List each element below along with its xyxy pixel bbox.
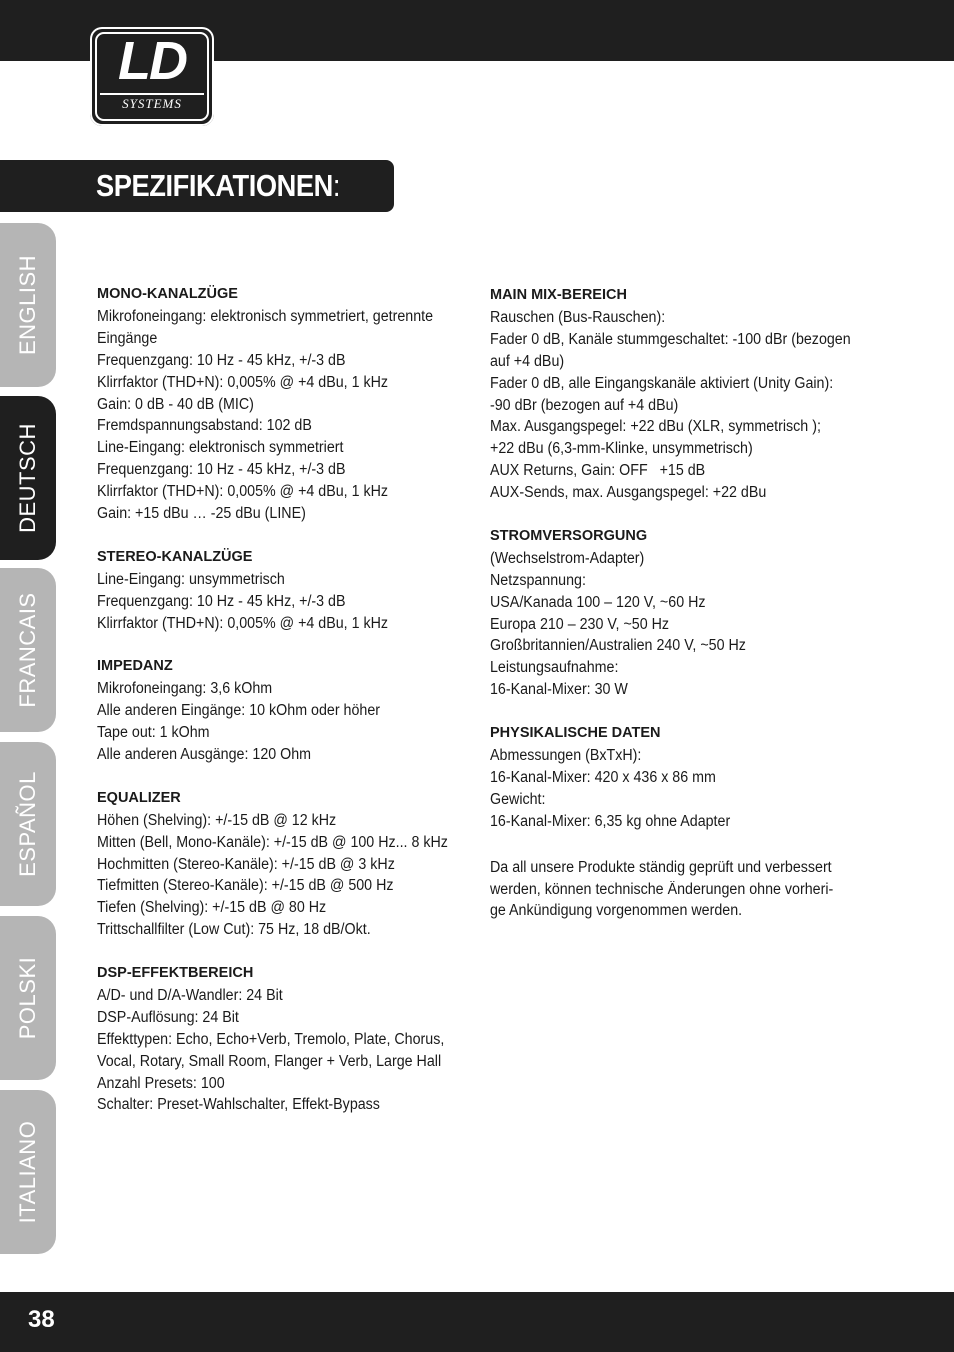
spec-line: AUX Returns, Gain: OFF +15 dB: [490, 462, 706, 480]
section-impedanz: [97, 656, 477, 766]
spec-column-right: [490, 285, 865, 922]
section-heading: IMPEDANZ: [97, 658, 173, 675]
spec-line: 16-Kanal-Mixer: 30 W: [490, 681, 628, 699]
spec-line: Alle anderen Eingänge: 10 kOhm oder höher: [97, 702, 381, 720]
page-title-text: SPEZIFIKATIONEN: [96, 168, 333, 203]
section-stromversorgung: [490, 526, 865, 701]
tab-label: DEUTSCH: [15, 423, 40, 533]
spec-line: Abmessungen (BxTxH):: [490, 747, 642, 764]
tab-deutsch[interactable]: [0, 396, 56, 560]
section-mono: [97, 284, 477, 525]
page-number: 38: [28, 1306, 55, 1333]
spec-line: Hochmitten (Stereo-Kanäle): +/-15 dB @ 3 kHz: [97, 855, 395, 873]
spec-line: Fremdspannungsabstand: 102 dB: [97, 417, 312, 435]
tab-english[interactable]: [0, 223, 56, 387]
spec-line: Gain: 0 dB - 40 dB (MIC): [97, 395, 254, 413]
section-stereo: [97, 547, 477, 635]
section-dsp: [97, 963, 477, 1116]
spec-line: A/D- und D/A-Wandler: 24 Bit: [97, 986, 283, 1004]
spec-line: Leistungsaufnahme:: [490, 659, 619, 677]
spec-line: Klirrfaktor (THD+N): 0,005% @ +4 dBu, 1 kHz: [97, 373, 389, 391]
section-physikalische-daten: [490, 723, 865, 833]
spec-line: Frequenzgang: 10 Hz - 45 kHz, +/-3 dB: [97, 351, 346, 369]
spec-line: Europa 210 – 230 V, ~50 Hz: [490, 615, 670, 633]
tab-espanol[interactable]: [0, 742, 56, 906]
tab-label: ENGLISH: [15, 254, 40, 356]
logo-subtext: SYSTEMS: [100, 93, 204, 112]
spec-line: Vocal, Rotary, Small Room, Flanger + Verb, Large Hall: [97, 1052, 442, 1070]
spec-line: Line-Eingang: elektronisch symmetriert: [97, 439, 344, 457]
spec-line: Höhen (Shelving): +/-15 dB @ 12 kHz: [97, 811, 337, 829]
tab-francais[interactable]: [0, 568, 56, 732]
spec-line: 16-Kanal-Mixer: 6,35 kg ohne Adapter: [490, 812, 731, 830]
spec-line: Alle anderen Ausgänge: 120 Ohm: [97, 746, 312, 763]
ld-systems-logo: [90, 27, 214, 126]
tab-label: FRANCAIS: [15, 592, 40, 708]
tab-polski[interactable]: [0, 916, 56, 1080]
spec-line: Mikrofoneingang: 3,6 kOhm: [97, 680, 273, 698]
spec-line: Klirrfaktor (THD+N): 0,005% @ +4 dBu, 1 kHz: [97, 614, 389, 632]
spec-line: DSP-Auflösung: 24 Bit: [97, 1008, 239, 1026]
spec-line: Mitten (Bell, Mono-Kanäle): +/-15 dB @ 100 Hz... 8 kHz: [97, 833, 448, 851]
spec-line: Klirrfaktor (THD+N): 0,005% @ +4 dBu, 1 kHz: [97, 483, 389, 501]
spec-line: Frequenzgang: 10 Hz - 45 kHz, +/-3 dB: [97, 592, 346, 610]
spec-line: Eingänge: [97, 329, 158, 347]
spec-line: AUX-Sends, max. Ausgangspegel: +22 dBu: [490, 484, 767, 502]
section-heading: STEREO-KANALZÜGE: [97, 548, 253, 565]
spec-line: Gewicht:: [490, 790, 546, 808]
section-equalizer: [97, 788, 477, 941]
note-line: Da all unsere Produkte ständig geprüft und verbessert: [490, 858, 832, 876]
section-heading: DSP-EFFEKTBEREICH: [97, 965, 254, 982]
spec-line: Trittschallfilter (Low Cut): 75 Hz, 18 dB/Okt.: [97, 921, 371, 939]
spec-column-left: [97, 284, 477, 1116]
spec-line: auf +4 dBu): [490, 352, 565, 370]
spec-line: Rauschen (Bus-Rauschen):: [490, 308, 666, 326]
footer-bar: [0, 1292, 954, 1352]
spec-line: Effekttypen: Echo, Echo+Verb, Tremolo, Plate, Chorus,: [97, 1030, 445, 1048]
section-main-mix: [490, 285, 865, 504]
spec-line: Schalter: Preset-Wahlschalter, Effekt-Bypass: [97, 1096, 380, 1114]
note-line: werden, können technische Änderungen ohne vorheri-: [490, 880, 834, 898]
tab-label: ESPAÑOL: [15, 771, 40, 877]
spec-line: Netzspannung:: [490, 571, 586, 589]
disclaimer-note: [490, 857, 865, 923]
section-heading: MONO-KANALZÜGE: [97, 286, 238, 302]
spec-line: +22 dBu (6,3-mm-Klinke, unsymmetrisch): [490, 440, 753, 458]
spec-line: Frequenzgang: 10 Hz - 45 kHz, +/-3 dB: [97, 461, 346, 479]
spec-line: Tiefmitten (Stereo-Kanäle): +/-15 dB @ 500 Hz: [97, 877, 394, 895]
spec-line: Line-Eingang: unsymmetrisch: [97, 570, 285, 588]
spec-line: Mikrofoneingang: elektronisch symmetriert, getrennte: [97, 307, 434, 325]
spec-line: Tape out: 1 kOhm: [97, 724, 210, 742]
spec-line: Großbritannien/Australien 240 V, ~50 Hz: [490, 637, 746, 655]
section-heading: EQUALIZER: [97, 789, 181, 806]
section-heading: MAIN MIX-BEREICH: [490, 287, 627, 303]
spec-line: Fader 0 dB, Kanäle stummgeschaltet: -100 dBr (bezogen: [490, 330, 851, 348]
section-heading: PHYSIKALISCHE DATEN: [490, 725, 661, 742]
tab-label: POLSKI: [15, 956, 40, 1040]
logo-text: LD: [118, 31, 186, 91]
spec-line: 16-Kanal-Mixer: 420 x 436 x 86 mm: [490, 768, 716, 786]
spec-line: -90 dBr (bezogen auf +4 dBu): [490, 396, 679, 414]
spec-line: (Wechselstrom-Adapter): [490, 549, 645, 567]
tab-label: ITALIANO: [15, 1120, 40, 1224]
spec-line: Fader 0 dB, alle Eingangskanäle aktiviert (Unity Gain):: [490, 374, 834, 392]
spec-line: Max. Ausgangspegel: +22 dBu (XLR, symmetrisch );: [490, 418, 821, 436]
spec-line: Anzahl Presets: 100: [97, 1074, 225, 1092]
note-line: ge Ankündigung vorgenommen werden.: [490, 902, 743, 920]
page-title: [96, 164, 340, 208]
spec-line: USA/Kanada 100 – 120 V, ~60 Hz: [490, 593, 706, 611]
section-heading: STROMVERSORGUNG: [490, 527, 648, 544]
spec-line: Tiefen (Shelving): +/-15 dB @ 80 Hz: [97, 899, 327, 917]
tab-italiano[interactable]: [0, 1090, 56, 1254]
page-title-colon: :: [332, 168, 341, 203]
spec-line: Gain: +15 dBu … -25 dBu (LINE): [97, 505, 306, 523]
